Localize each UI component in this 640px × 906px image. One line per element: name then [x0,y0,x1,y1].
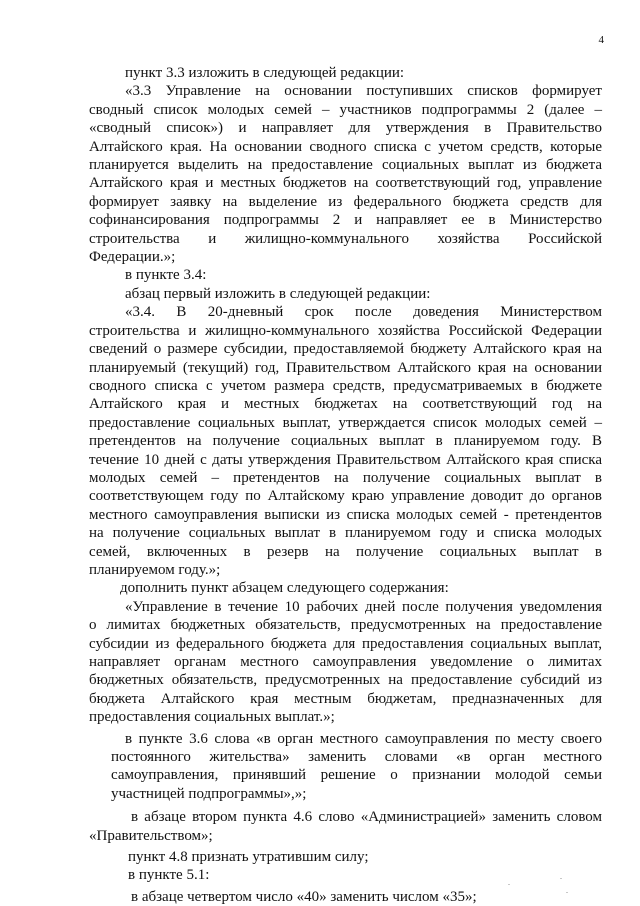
scan-speck [566,892,568,893]
text-line: «сводный список») и направляет для утверждения в Правительство [89,120,602,137]
text-line: «Правительством»; [89,827,213,844]
text-line: Алтайского края. На основании сводного списка с учетом средств, которые [89,138,602,155]
text-line: молодых семей – претендентов на получение социальных выплат в [89,469,602,486]
text-line: Алтайского края и местных бюджетов на соответствующий год, управление [89,175,602,192]
text-line: в абзаце втором пункта 4.6 слово «Администрацией» заменить словом [131,809,602,826]
text-line: семей, включенных в резерв на получение социальных выплат в [89,543,602,560]
text-line: направляет органам местного самоуправления уведомление о лимитах [89,654,602,670]
text-line: в пункте 3.4: [125,267,207,284]
page-number: 4 [598,34,604,46]
text-line: пункт 4.8 признать утратившим силу; [128,849,369,866]
text-line: бюджетных обязательств, предусмотренных на предоставление субсидий из [89,672,602,689]
text-line: абзац первый изложить в следующей редакции: [125,285,431,302]
text-line: самоуправления, принявший решение о признании молодой семьи [111,767,602,784]
text-line: субсидии из федерального бюджета для предоставления социальных выплат, [89,635,602,652]
text-line: планируемом году.»; [89,561,221,578]
text-line: планируемый (текущий) год, Правительством Алтайского края на основании [89,359,602,376]
text-line: участницей подпрограммы»,»; [111,785,307,802]
text-line: Федерации.»; [89,249,176,266]
text-line: планируется выделить на предоставление социальных выплат из бюджета [89,157,602,174]
text-line: Алтайского края и местных бюджетах на соответствующий год на [89,396,602,413]
text-line: предоставление социальных выплат, утверждается список молодых семей – [89,414,602,431]
text-line: предоставления социальных выплат.»; [89,709,335,726]
scan-speck [508,884,510,885]
document-body [89,64,602,906]
text-line: строительства и жилищно-коммунального хозяйства Российской Федерации [89,322,602,339]
text-line: пункт 3.3 изложить в следующей редакции: [125,65,405,81]
text-line: в пункте 5.1: [128,867,210,884]
text-line: в абзаце четвертом число «40» заменить числом «35»; [131,888,477,905]
text-line: «Управление в течение 10 рабочих дней после получения уведомления [125,598,602,615]
text-line: течение 10 дней с даты утверждения Правительством Алтайского края списка [89,451,602,468]
text-line: сводного списка с учетом размера средств, предусматриваемых в бюджете [89,377,602,394]
text-line: претендентов на получение социальных выплат в планируемом году. В [89,433,602,450]
text-line: местного самоуправления выписки из списка молодых семей - претендентов [89,506,602,523]
text-line: сведений о размере субсидии, предоставляемой бюджету Алтайского края на [89,341,602,358]
text-line: бюджета Алтайского края местным бюджетам, предназначенных для [89,690,602,707]
text-line: постоянного жительства» заменить словами «в орган местного [111,749,602,766]
text-line: «3.4. В 20-дневный срок после доведения Министерством [125,304,602,321]
text-line: сводный список молодых семей – участников подпрограммы 2 (далее – [89,101,602,118]
text-line: софинансирования подпрограммы 2 и направляет ее в Министерство [89,212,602,229]
text-line: «3.3 Управление на основании поступивших списков формирует [125,83,602,100]
text-line: о лимитах бюджетных обязательств, предусмотренных на предоставление [89,617,602,634]
text-line: на получение социальных выплат в планируемом году и списка молодых [89,525,602,542]
text-line: дополнить пункт абзацем следующего содержания: [120,580,449,597]
text-line: формирует заявку на выделение из федерального бюджета средств для [89,193,602,210]
text-line: в пункте 3.6 слова «в орган местного самоуправления по месту своего [125,730,602,747]
scan-speck [560,878,562,879]
text-line: соответствующем году по Алтайскому краю управление доводит до органов [89,488,602,505]
text-line: строительства и жилищно-коммунального хозяйства Российской [89,230,602,247]
